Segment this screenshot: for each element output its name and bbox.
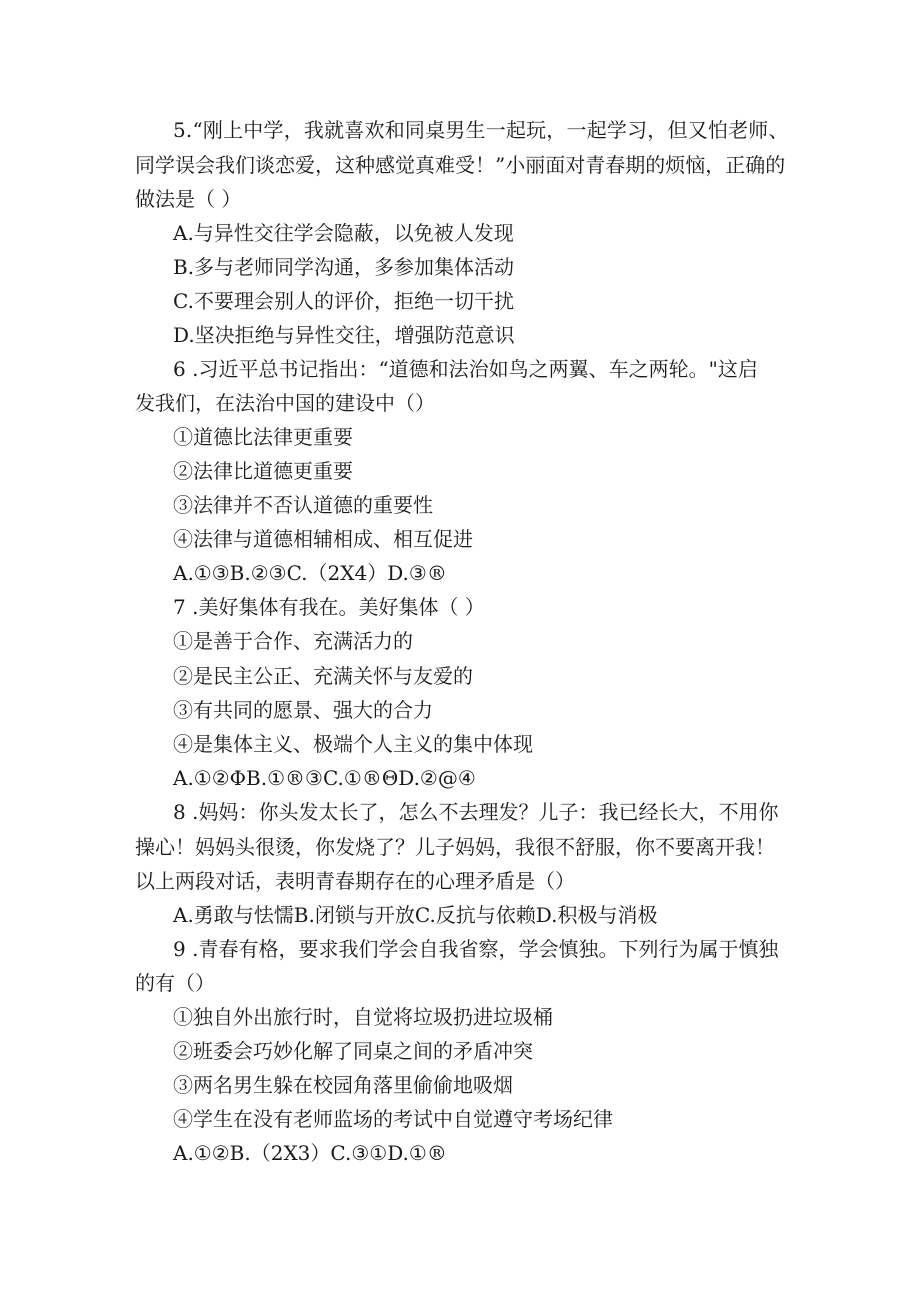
q8-stem-line-3: 以上两段对话，表明青春期存在的心理矛盾是（） [135, 869, 575, 893]
q6-item-4: ④法律与道德相辅相成、相互促进 [173, 527, 473, 551]
q7-item-1: ①是善于合作、充满活力的 [173, 629, 413, 653]
q9-answer-options: A.①②B.（2X3）C.③①D.①® [173, 1141, 447, 1165]
q8-stem-line-2: 操心！妈妈头很烫，你发烧了？儿子妈妈，我很不舒服，你不要离开我！ [135, 835, 775, 859]
q9-item-1: ①独自外出旅行时，自觉将垃圾扔进垃圾桶 [173, 1005, 553, 1029]
q9-item-4: ④学生在没有老师监场的考试中自觉遵守考场纪律 [173, 1107, 613, 1131]
q6-answer-options: A.①③B.②③C.（2X4）D.③® [173, 561, 447, 585]
q5-option-c: C.不要理会别人的评价，拒绝一切干扰 [173, 289, 514, 313]
q7-item-2: ②是民主公正、充满关怀与友爱的 [173, 664, 473, 688]
q9-stem-line-1: 9 .青春有格，要求我们学会自我省察，学会慎独。下列行为属于慎独 [173, 937, 779, 961]
q7-stem-line-1: 7 .美好集体有我在。美好集体（ ） [173, 595, 485, 619]
q9-item-3: ③两名男生躲在校园角落里偷偷地吸烟 [173, 1073, 513, 1097]
q6-stem-line-1: 6 .习近平总书记指出：“道德和法治如鸟之两翼、车之两轮。"这启 [173, 357, 758, 381]
q6-item-3: ③法律并不否认道德的重要性 [173, 493, 433, 517]
q7-answer-options: A.①②ΦB.①®③C.①®ΘD.②@④ [173, 766, 476, 790]
q8-answer-options: A.勇敢与怯懦B.闭锁与开放C.反抗与依赖D.积极与消极 [173, 903, 658, 927]
q5-option-a: A.与异性交往学会隐蔽，以免被人发现 [173, 221, 514, 245]
q9-stem-line-2: 的有（） [135, 971, 215, 995]
q6-stem-line-2: 发我们，在法治中国的建设中（） [135, 391, 435, 415]
q5-stem-line-1: 5.“刚上中学，我就喜欢和同桌男生一起玩，一起学习，但又怕老师、 [173, 118, 789, 142]
q7-item-4: ④是集体主义、极端个人主义的集中体现 [173, 732, 533, 756]
q5-option-d: D.坚决拒绝与异性交往，增强防范意识 [173, 323, 515, 347]
q5-stem-line-3: 做法是（ ） [135, 187, 242, 211]
q6-item-2: ②法律比道德更重要 [173, 459, 353, 483]
q9-item-2: ②班委会巧妙化解了同桌之间的矛盾冲突 [173, 1039, 533, 1063]
q5-stem-line-2: 同学误会我们谈恋爱，这种感觉真难受！”小丽面对青春期的烦恼，正确的 [135, 153, 786, 177]
q5-option-b: B.多与老师同学沟通，多参加集体活动 [173, 255, 515, 279]
q8-stem-line-1: 8 .妈妈：你头发太长了，怎么不去理发？儿子：我已经长大，不用你 [173, 800, 779, 824]
q6-item-1: ①道德比法律更重要 [173, 425, 353, 449]
q7-item-3: ③有共同的愿景、强大的合力 [173, 698, 433, 722]
